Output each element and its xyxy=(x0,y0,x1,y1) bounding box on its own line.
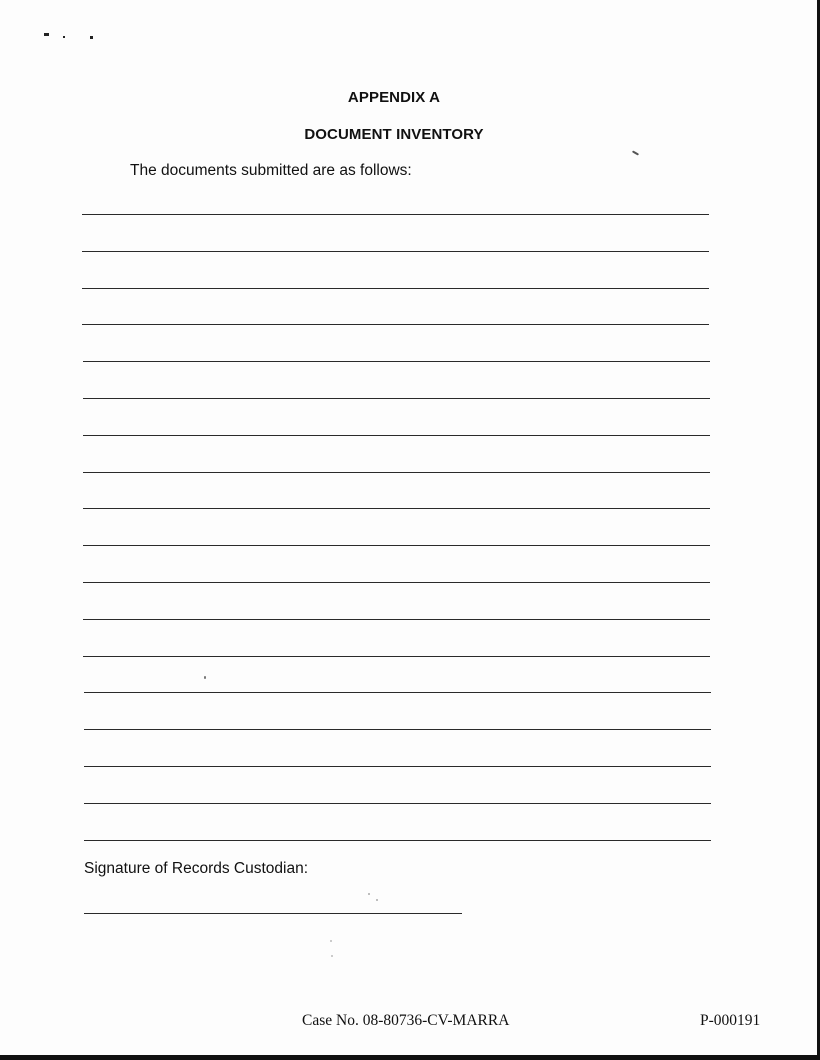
inventory-line xyxy=(83,398,710,399)
scan-speck xyxy=(632,150,639,155)
inventory-line xyxy=(84,729,711,730)
scan-mark xyxy=(44,33,49,36)
inventory-line xyxy=(84,692,711,693)
inventory-line xyxy=(83,361,710,362)
inventory-line xyxy=(84,840,711,841)
inventory-line xyxy=(84,766,711,767)
inventory-line xyxy=(82,288,709,289)
inventory-line xyxy=(83,472,710,473)
scan-mark xyxy=(90,36,93,39)
inventory-line xyxy=(84,803,711,804)
scan-speck xyxy=(330,940,332,942)
scan-edge-bottom xyxy=(0,1055,820,1060)
intro-text: The documents submitted are as follows: xyxy=(130,162,412,179)
inventory-line xyxy=(83,435,710,436)
signature-label: Signature of Records Custodian: xyxy=(84,860,309,877)
inventory-line xyxy=(82,214,709,215)
inventory-line xyxy=(83,508,710,509)
inventory-heading: DOCUMENT INVENTORY xyxy=(304,126,484,143)
bates-number: P-000191 xyxy=(700,1012,761,1029)
scan-speck xyxy=(376,899,378,901)
appendix-heading: APPENDIX A xyxy=(347,89,441,106)
case-number: Case No. 08-80736-CV-MARRA xyxy=(302,1012,510,1029)
inventory-line xyxy=(82,251,709,252)
scan-speck xyxy=(368,893,370,895)
scan-mark xyxy=(63,36,65,38)
inventory-line xyxy=(83,582,710,583)
inventory-line xyxy=(83,545,710,546)
inventory-line xyxy=(83,619,710,620)
scan-speck xyxy=(331,955,333,957)
inventory-line xyxy=(82,324,709,325)
scan-speck xyxy=(204,676,206,679)
signature-line xyxy=(84,913,462,914)
inventory-line xyxy=(83,656,710,657)
